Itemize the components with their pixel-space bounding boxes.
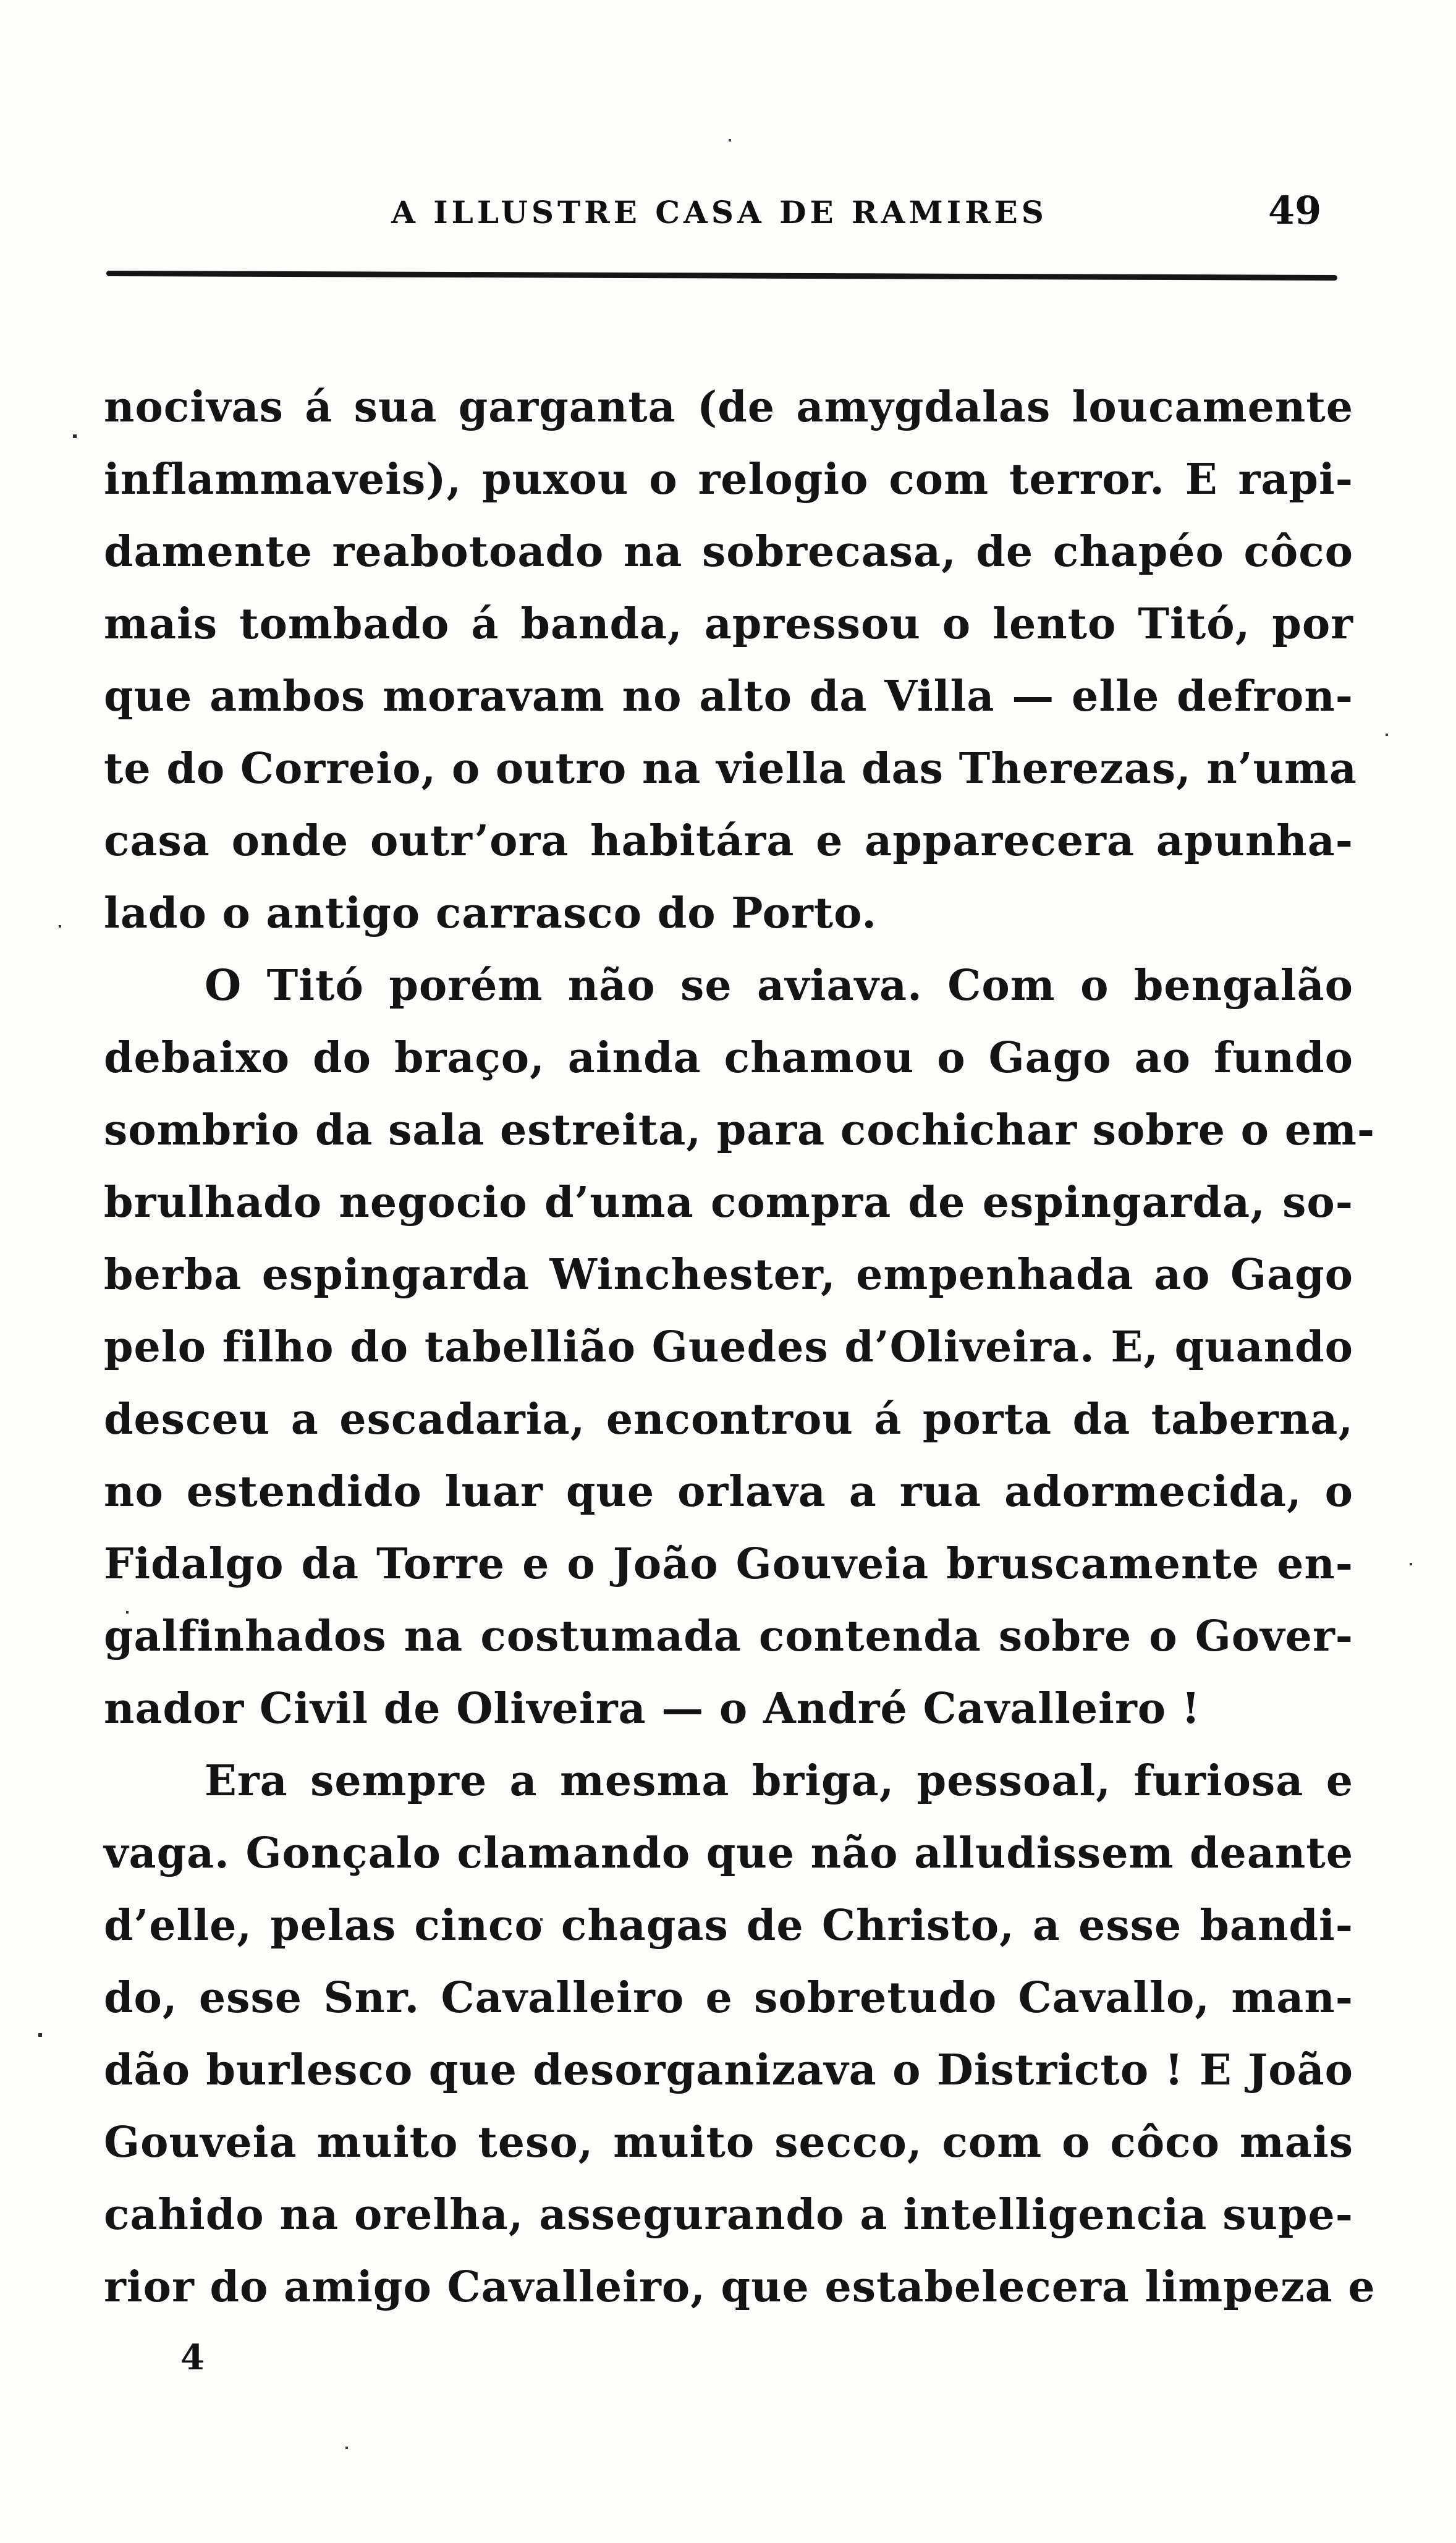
scan-noise <box>0 0 1 1</box>
text-line: vaga. Gonçalo clamando que não alludissem deante <box>104 1829 1353 1878</box>
text-line paragraph-start: O Titó porém não se aviava. Com o bengalão <box>205 961 1353 1010</box>
running-title: A ILLUSTRE CASA DE RAMIRES <box>391 194 1048 231</box>
text-line: inflammaveis), puxou o relogio com terror. E rapi- <box>104 455 1353 504</box>
text-line: que ambos moravam no alto da Villa — elle defron- <box>104 672 1353 721</box>
text-line: mais tombado á banda, apressou o lento Titó, por <box>104 599 1353 649</box>
text-line: debaixo do braço, ainda chamou o Gago ao fundo <box>104 1033 1353 1083</box>
text-line: cahido na orelha, assegurando a intelligencia supe- <box>104 2190 1353 2240</box>
signature-mark: 4 <box>180 2337 205 2378</box>
text-line: brulhado negocio d’uma compra de espingarda, so- <box>104 1178 1353 1227</box>
text-line: desceu a escadaria, encontrou á porta da taberna, <box>104 1395 1353 1444</box>
text-line: dão burlesco que desorganizava o Districto ! E João <box>104 2046 1353 2095</box>
text-line: casa onde outr’ora habitára e apparecera apunha- <box>104 816 1353 866</box>
text-line: d’elle, pelas cinco chagas de Christo, a esse bandi- <box>104 1901 1353 1950</box>
body-text <box>104 371 1376 2324</box>
text-line: Fidalgo da Torre e o João Gouveia bruscamente en- <box>104 1539 1353 1589</box>
text-line: Gouveia muito teso, muito secco, com o côco mais <box>104 2118 1353 2167</box>
page-number: 49 <box>1268 188 1322 233</box>
text-line: do, esse Snr. Cavalleiro e sobretudo Cavallo, man- <box>104 1973 1353 2023</box>
text-line: damente reabotoado na sobrecasa, de chapéo côco <box>104 527 1353 577</box>
text-line: nocivas á sua garganta (de amygdalas loucamente <box>104 383 1353 432</box>
text-line paragraph-start: Era sempre a mesma briga, pessoal, furiosa e <box>205 1756 1353 1806</box>
text-line: berba espingarda Winchester, empenhada ao Gago <box>104 1250 1353 1300</box>
text-line: te do Correio, o outro na viella das Therezas, n’uma <box>104 744 1357 793</box>
text-line: pelo filho do tabellião Guedes d’Oliveira. E, quando <box>104 1322 1353 1372</box>
text-line: rior do amigo Cavalleiro, que estabelecera limpeza e <box>104 2262 1376 2312</box>
text-line: sombrio da sala estreita, para cochichar sobre o em- <box>104 1106 1376 1155</box>
text-line: no estendido luar que orlava a rua adormecida, o <box>104 1467 1353 1517</box>
text-line paragraph-end: nador Civil de Oliveira — o André Cavalleiro ! <box>104 1684 1201 1733</box>
text-line: galfinhados na costumada contenda sobre o Gover- <box>104 1612 1353 1661</box>
header-rule <box>106 271 1337 281</box>
page-header <box>0 188 1456 233</box>
text-line paragraph-end: lado o antigo carrasco do Porto. <box>104 889 878 938</box>
